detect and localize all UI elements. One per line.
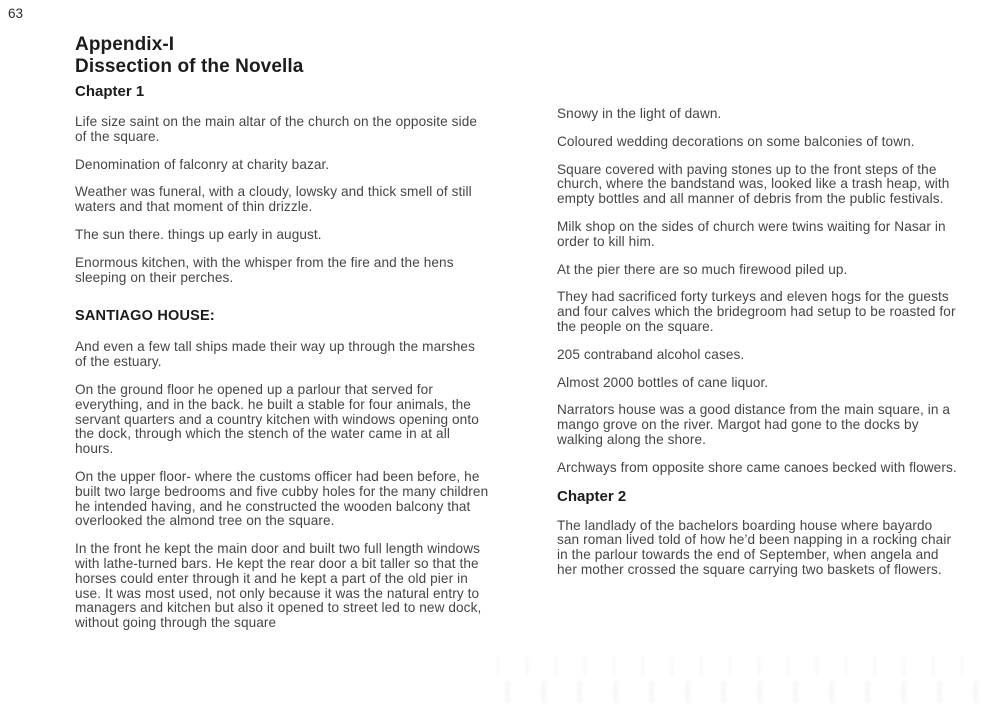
ghost-text-artifact — [497, 657, 990, 703]
paragraph: The sun there. things up early in august. — [75, 226, 322, 242]
paragraph: Square covered with paving stones up to the front steps of the church, where the bandstand was, looked like a trash heap, with empty bottles and all manner of debris from the public festivals. — [557, 161, 950, 207]
chapter-2-heading: Chapter 2 — [557, 487, 627, 505]
paragraph: And even a few tall ships made their way up through the marshes of the estuary. — [75, 339, 475, 370]
paragraph: On the upper floor- where the customs officer had been before, he built two large bedrooms and five cubby holes for the many children he intended having, and he constructed the wooden balcony that overlooked the almond tree on the square. — [75, 468, 489, 529]
appendix-title-line-2: Dissection of the Novella — [75, 55, 304, 77]
paragraph: Almost 2000 bottles of cane liquor. — [557, 374, 769, 390]
paragraph: Narrators house was a good distance from the main square, in a mango grove on the river. Margot had gone to the docks by walking along the shore. — [557, 402, 951, 447]
appendix-header — [75, 34, 303, 77]
paragraph: Archways from opposite shore came canoes becked with flowers. — [557, 459, 957, 475]
appendix-title-line-1: Appendix-I — [75, 34, 175, 55]
right-column — [557, 107, 957, 591]
paragraph: Weather was funeral, with a cloudy, lowsky and thick smell of still waters and that moment of thin drizzle. — [75, 184, 472, 215]
paragraph: In the front he kept the main door and built two full length windows with lathe-turned bars. He kept the rear door a bit taller so that the horses could enter through it and he kept a part of the old pier in use. It was most used, not only because it was the natural entry to managers and kitchen but also it opened to street led to new dock, without going through the square — [75, 541, 482, 631]
paragraph: Coloured wedding decorations on some balconies of town. — [557, 133, 915, 149]
paragraph: They had sacrificed forty turkeys and eleven hogs for the guests and four calves which the bridegroom had setup to be roasted for the people on the square. — [557, 289, 956, 334]
page-number: 63 — [8, 6, 24, 21]
paragraph: Milk shop on the sides of church were twins waiting for Nasar in order to kill him. — [557, 218, 946, 249]
paragraph: On the ground floor he opened up a parlour that served for everything, and in the back. he built a stable for four animals, the servant quarters and a country kitchen with windows opening onto the dock, through which the stench of the water came in at all hours. — [75, 381, 479, 457]
paragraph: 205 contraband alcohol cases. — [557, 346, 745, 362]
paragraph: Snowy in the light of dawn. — [557, 106, 722, 121]
paragraph: Life size saint on the main altar of the church on the opposite side of the square. — [75, 114, 478, 144]
paragraph: The landlady of the bachelors boarding house where bayardo san roman lived told of how he’d been napping in a rocking chair in the parlour towards the end of September, when angela and her mother crossed the square carrying two baskets of flowers. — [557, 517, 952, 577]
santiago-house-heading: SANTIAGO HOUSE: — [75, 308, 215, 325]
left-column — [75, 84, 489, 644]
paragraph: Denomination of falconry at charity bazar. — [75, 156, 330, 172]
chapter-1-heading: Chapter 1 — [75, 83, 145, 100]
paragraph: Enormous kitchen, with the whisper from the fire and the hens sleeping on their perches. — [75, 254, 454, 285]
paragraph: At the pier there are so much firewood piled up. — [557, 261, 848, 277]
